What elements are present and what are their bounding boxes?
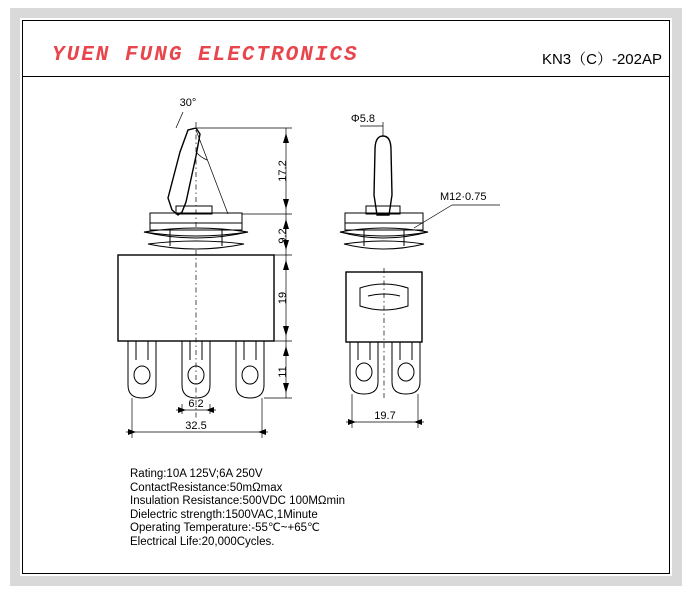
side-terminal-left bbox=[350, 342, 378, 394]
terminal-right bbox=[236, 341, 264, 398]
spec-contact-resistance: ContactResistance:50mΩmax bbox=[130, 481, 283, 494]
dim-thread-m12: M12·0.75 bbox=[440, 191, 487, 203]
dim-17-2: 17.2 bbox=[277, 160, 289, 182]
side-view-group bbox=[340, 113, 500, 428]
dim-9-2: 9.2 bbox=[277, 228, 289, 244]
spec-insulation-resistance: Insulation Resistance:500VDC 100MΩmin bbox=[130, 495, 346, 507]
spec-operating-temperature: Operating Temperature:-55℃~+65℃ bbox=[130, 522, 320, 534]
dim-32-5: 32.5 bbox=[185, 420, 207, 432]
dim-angle-30: 30° bbox=[179, 97, 197, 109]
dim-19-7: 19.7 bbox=[374, 410, 396, 422]
dim-11: 11 bbox=[277, 366, 289, 378]
dim-19: 19 bbox=[277, 291, 289, 305]
company-name: YUEN FUNG ELECTRONICS bbox=[52, 44, 359, 67]
specifications-block bbox=[130, 468, 345, 549]
side-terminal-right bbox=[392, 342, 420, 394]
front-view-group bbox=[118, 97, 292, 438]
spec-dielectric-strength: Dielectric strength:1500VAC,1Minute bbox=[130, 508, 318, 521]
spec-rating: Rating:10A 125V;6A 250V bbox=[130, 468, 263, 480]
dim-6-2: 6.2 bbox=[188, 398, 204, 410]
dim-diameter-5-8: Φ5.8 bbox=[350, 113, 375, 125]
part-number: KN3（C）-202AP bbox=[541, 51, 662, 68]
terminal-left bbox=[128, 341, 156, 398]
spec-electrical-life: Electrical Life:20,000Cycles. bbox=[130, 535, 275, 548]
